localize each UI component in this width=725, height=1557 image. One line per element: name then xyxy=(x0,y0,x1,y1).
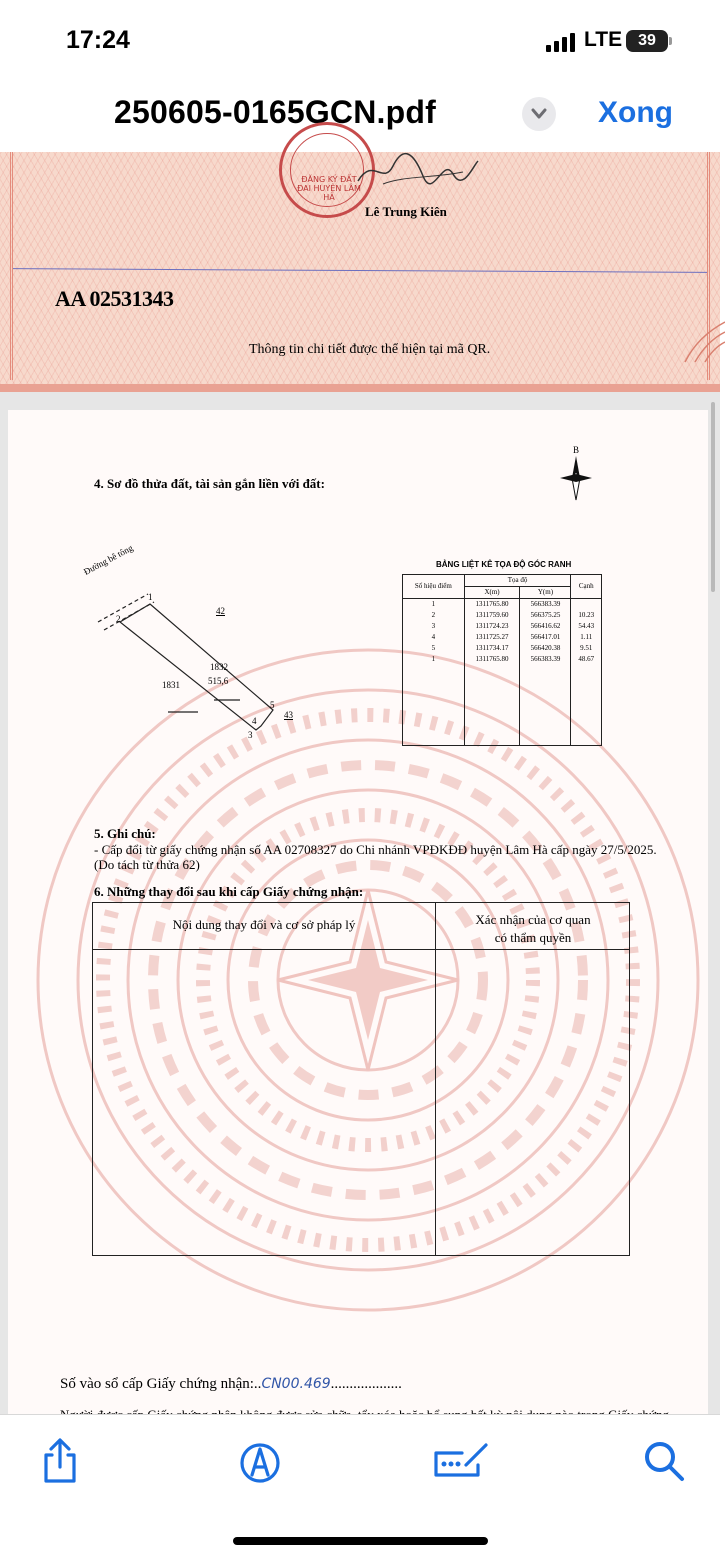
table-row-empty xyxy=(403,665,602,746)
coord-x: 1311765.80 xyxy=(464,654,520,665)
road-label: Đường bê tông xyxy=(82,542,135,577)
coord-point: 4 xyxy=(403,632,465,643)
coord-y: 566383.39 xyxy=(520,654,571,665)
section-6-title: 6. Những thay đổi sau khi cấp Giấy chứng nhận: xyxy=(94,884,364,899)
coord-x: 1311734.17 xyxy=(464,643,520,654)
document-title[interactable]: 250605-0165GCN.pdf xyxy=(114,94,436,130)
status-time: 17:24 xyxy=(66,26,130,54)
coord-x: 1311724.23 xyxy=(464,621,520,632)
fold-line xyxy=(13,268,707,273)
parcel-boundary xyxy=(120,604,273,730)
vertex-label: 4 xyxy=(252,716,257,726)
coord-x: 1311765.80 xyxy=(464,599,520,611)
registry-number: CN00.469 xyxy=(261,1376,331,1392)
parcel-area: 515,6 xyxy=(208,676,229,686)
signer-name: Lê Trung Kiên xyxy=(365,204,447,219)
coord-edge: 10.23 xyxy=(571,610,602,621)
vertex-label: 2 xyxy=(116,614,121,624)
parcel-sketch xyxy=(68,580,348,750)
table-row xyxy=(403,599,602,611)
coord-point: 1 xyxy=(403,654,465,665)
signature-icon xyxy=(353,146,483,196)
chevron-down-icon xyxy=(531,108,547,120)
registry-number-line xyxy=(60,1376,402,1393)
coord-edge: 9.51 xyxy=(571,643,602,654)
coord-table-title: BẢNG LIỆT KÊ TỌA ĐỘ GÓC RANH xyxy=(436,560,572,569)
pdf-page-2 xyxy=(8,410,708,1414)
coord-point: 1 xyxy=(403,599,465,611)
svg-text:B: B xyxy=(573,445,580,455)
title-menu-button[interactable] xyxy=(522,97,556,131)
bottom-toolbar xyxy=(0,1414,720,1557)
coord-point: 2 xyxy=(403,610,465,621)
changes-table xyxy=(92,902,630,1256)
road-edge-line xyxy=(98,594,148,622)
vertex-label: 1 xyxy=(148,592,153,602)
changes-header-content: Nội dung thay đổi và cơ sở pháp lý xyxy=(172,917,356,932)
coord-header-y: Y(m) xyxy=(520,587,571,599)
table-row xyxy=(403,621,602,632)
network-type: LTE xyxy=(584,28,623,51)
coord-x: 1311759.60 xyxy=(464,610,520,621)
coord-header-x: X(m) xyxy=(464,587,520,599)
parcel-top-number: 42 xyxy=(216,606,225,616)
page-border xyxy=(10,152,710,380)
coord-point: 3 xyxy=(403,621,465,632)
coord-point: 5 xyxy=(403,643,465,654)
coord-table xyxy=(402,574,602,746)
corner-ornament-icon xyxy=(685,322,725,362)
table-column-divider xyxy=(435,903,436,1255)
coord-edge: 48.67 xyxy=(571,654,602,665)
registry-label: Số vào sổ cấp Giấy chứng nhận:.. xyxy=(60,1376,262,1392)
coord-edge xyxy=(571,599,602,611)
section-5-note: - Cấp đổi từ giấy chứng nhận số AA 02708327 do Chi nhánh VPĐKĐĐ huyện Lâm Hà cấp ngày 27/5/2025.(Do tách từ thửa 62) xyxy=(94,842,657,872)
authority-line-1: Xác nhận của cơ quan xyxy=(475,912,591,927)
battery-icon: 39 xyxy=(626,30,668,52)
vertex-label: 3 xyxy=(248,730,253,740)
home-indicator[interactable] xyxy=(233,1537,488,1545)
coord-edge: 1.11 xyxy=(571,632,602,643)
status-bar xyxy=(0,0,720,80)
parcel-right-number: 43 xyxy=(284,710,293,720)
section-5-title: 5. Ghi chú: xyxy=(94,826,156,841)
pdf-page-1 xyxy=(0,152,720,392)
table-row xyxy=(403,654,602,665)
coord-header-coords: Tọa độ xyxy=(464,575,571,587)
coord-x: 1311725.27 xyxy=(464,632,520,643)
coord-y: 566375.25 xyxy=(520,610,571,621)
coord-y: 566417.01 xyxy=(520,632,571,643)
scrollbar[interactable] xyxy=(711,402,715,592)
form-fill-icon[interactable] xyxy=(432,1437,490,1485)
coord-header-point: Số hiệu điểm xyxy=(403,575,465,599)
search-icon[interactable] xyxy=(640,1437,688,1485)
parcel-left-number: 1831 xyxy=(162,680,180,690)
coord-y: 566420.38 xyxy=(520,643,571,654)
certificate-serial: AA 02531343 xyxy=(55,286,174,311)
registry-dots: ................... xyxy=(330,1376,402,1392)
section-4-title: 4. Sơ đồ thửa đất, tài sản gắn liền với đất: xyxy=(94,476,325,491)
table-row xyxy=(403,643,602,654)
coord-y: 566416.62 xyxy=(520,621,571,632)
seal-text: ĐĂNG KÝ ĐẤT ĐAI HUYỆN LÂM HÀ xyxy=(297,175,361,202)
coord-edge: 54.43 xyxy=(571,621,602,632)
markup-icon[interactable] xyxy=(236,1437,284,1485)
parcel-main-number: 1832 xyxy=(210,662,228,672)
share-icon[interactable] xyxy=(36,1437,84,1485)
authority-line-2: có thẩm quyền xyxy=(494,930,572,945)
table-row xyxy=(403,610,602,621)
vertex-label: 5 xyxy=(270,700,275,710)
changes-header-authority xyxy=(435,911,631,947)
coord-y: 566383.39 xyxy=(520,599,571,611)
battery-nub xyxy=(669,37,672,45)
pdf-viewer[interactable] xyxy=(0,152,720,1414)
coord-header-edge: Cạnh xyxy=(571,575,602,599)
done-button[interactable]: Xong xyxy=(598,96,673,129)
table-row xyxy=(403,632,602,643)
north-arrow-icon xyxy=(556,444,596,504)
table-row-divider xyxy=(93,949,629,950)
qr-note: Thông tin chi tiết được thể hiện tại mã QR. xyxy=(249,342,491,357)
cellular-signal-icon xyxy=(546,32,580,52)
